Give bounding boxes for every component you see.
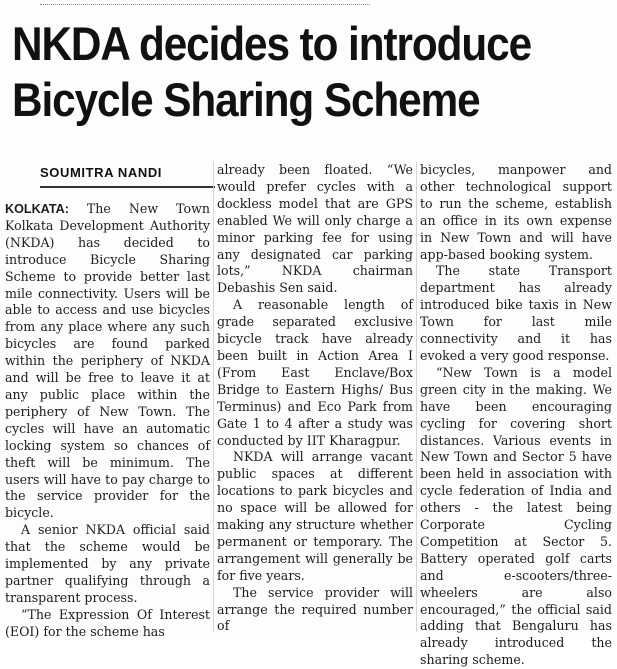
paragraph: The service provider will arrange the required number of [217, 584, 413, 634]
paragraph: The state Transport department has already introduced bike taxis in New Town for last mile connectivity and it has evoked a very good response. [420, 263, 612, 363]
paragraph: “The Expression Of Interest (EOI) for the scheme has [5, 606, 210, 639]
article-column-3 [420, 162, 612, 669]
paragraph: “New Town is a model green city in the making. We have been encouraging cycling for covering short distances. Various events in New Town and Sector 5 have been held in association with cycle federation of India and others - the latest being Corporate Cycling Competition at Sector 5. Battery operated golf carts and e-scooters/three-wheelers are also encouraged,” the official said adding that Bengaluru has already introduced the sharing scheme. [420, 364, 612, 668]
byline-block [40, 165, 215, 188]
headline [12, 16, 552, 128]
paragraph-text: The New Town Kolkata Development Authority (NKDA) has decided to introduce Bicycle Sharing Scheme to provide better last mile connectivity. Users will be able to access and use bicycles from any place where any such bicycles are found parked within the periphery of NKDA and will be free to leave it at any public place within the periphery of New Town. The cycles will have an automatic locking system so chances of theft will be minimum. The users will have to pay charge to the service provider for the bicycle. [5, 201, 210, 521]
paragraph: A senior NKDA official said that the scheme would be implemented by any private partner qualifying through a transparent process. [5, 522, 210, 605]
dateline: KOLKATA: [5, 202, 69, 216]
headline-line-2: Bicycle Sharing Scheme [12, 73, 480, 126]
clipping-top-edge [40, 0, 370, 5]
paragraph: NKDA will arrange vacant public spaces at different locations to park bicycles and no space will be allowed for making any structure whether permanent or temporary. The arrangement will generally be for five years. [217, 449, 413, 583]
paragraph: A reasonable length of grade separated exclusive bicycle track have already been built in Action Area I (From East Enclave/Box Bridge to Eastern Highs/ Bus Terminus) and Eco Park from Gate 1 to 4 after a study was conducted by IIT Kharagpur. [217, 297, 413, 448]
byline-rule [40, 186, 215, 188]
paragraph: bicycles, manpower and other technological support to run the scheme, establish an office in its own expense in New Town and will have app-based booking system. [420, 162, 612, 262]
article-column-1 [5, 201, 210, 641]
byline: SOUMITRA NANDI [40, 165, 163, 180]
column-divider-1 [213, 162, 214, 632]
headline-line-1: NKDA decides to introduce [12, 17, 532, 70]
article-column-2 [217, 162, 413, 635]
paragraph: already been floated. “We would prefer cycles with a dockless model that are GPS enabled We will only charge a minor parking fee for using any designated car parking lots,” NKDA chairman Debashis Sen said. [217, 162, 413, 296]
paragraph [5, 201, 210, 522]
column-divider-2 [416, 162, 417, 632]
